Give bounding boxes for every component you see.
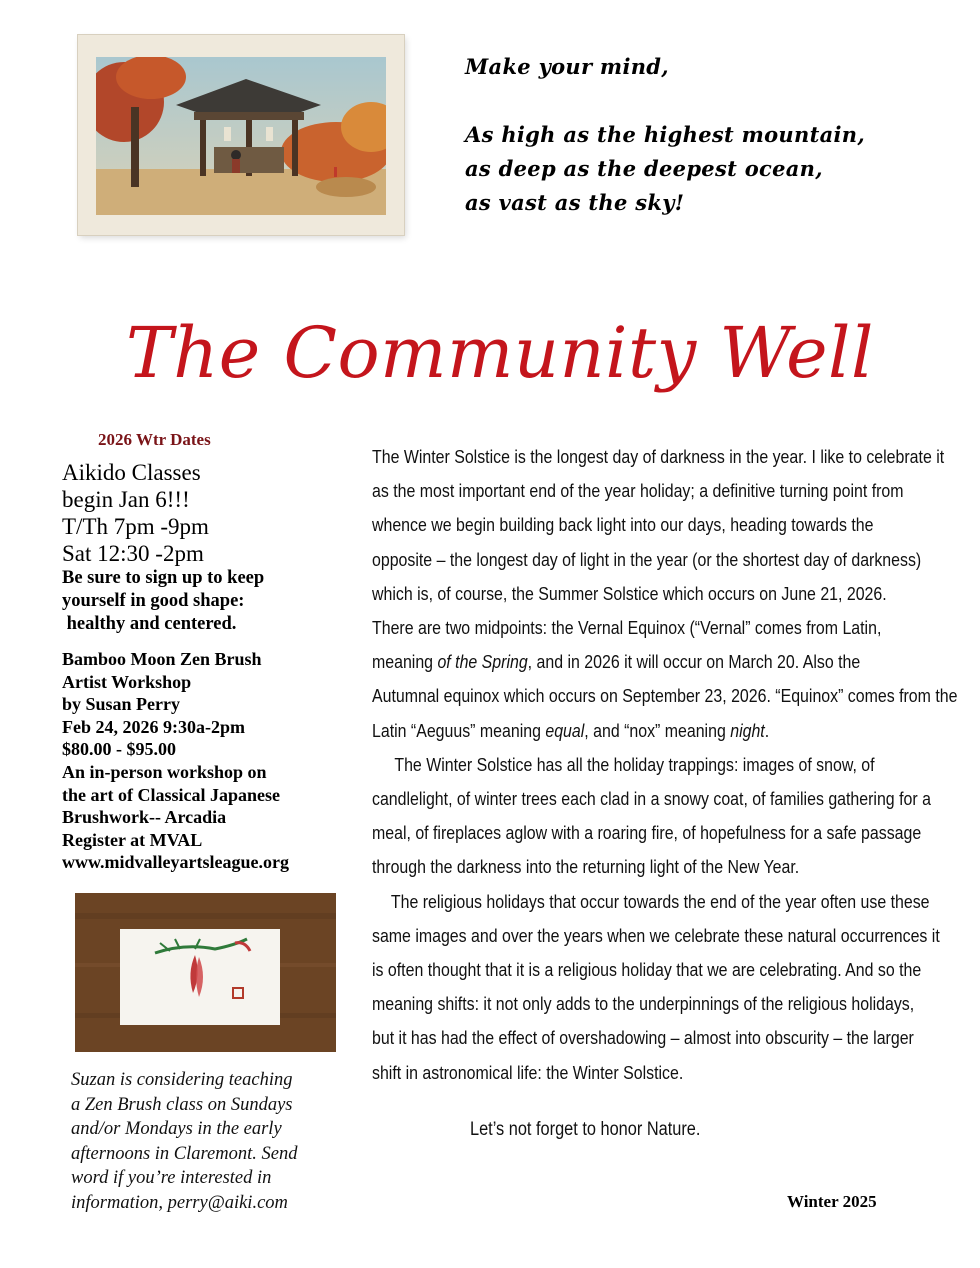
article-line: is often thought that it is a religious holiday that we are celebrating. And so the bbox=[372, 959, 922, 981]
masthead-title: The Community Well bbox=[126, 312, 874, 394]
issue-season: Winter 2025 bbox=[787, 1192, 877, 1211]
article-line bbox=[372, 714, 854, 748]
caption-line: and/or Mondays in the early bbox=[71, 1119, 282, 1139]
article-line: but it has had the effect of overshadowing – almost into obscurity – the larger bbox=[372, 1027, 914, 1049]
article-line: same images and over the years when we celebrate these natural occurrences it bbox=[372, 924, 940, 946]
article-line: There are two midpoints: the Vernal Equinox (“Vernal” comes from Latin, bbox=[372, 617, 882, 639]
text-run: . bbox=[764, 719, 770, 741]
article-line: meaning shifts: it not only adds to the underpinnings of the religious holidays, bbox=[372, 993, 915, 1015]
quote-line: Make your mind, bbox=[465, 54, 669, 79]
article-line: whence we begin building back light into our days, heading towards the bbox=[372, 514, 874, 536]
article-line: Autumnal equinox which occurs on September 23, 2026. “Equinox” comes from the bbox=[372, 685, 958, 707]
brush-card-photo-icon bbox=[75, 893, 336, 1052]
schedule-line: Sat 12:30 -2pm bbox=[62, 541, 204, 566]
article-line bbox=[372, 645, 861, 679]
note-line: Be sure to sign up to keep bbox=[62, 568, 265, 588]
temple-painting-icon bbox=[96, 57, 386, 215]
workshop-line: the art of Classical Japanese bbox=[62, 784, 280, 805]
dates-heading: 2026 Wtr Dates bbox=[98, 430, 211, 449]
caption-line: afternoons in Claremont. Send bbox=[71, 1143, 298, 1164]
workshop-info bbox=[62, 648, 362, 874]
schedule-line: Aikido Classes bbox=[62, 460, 201, 485]
schedule-line: begin Jan 6!!! bbox=[62, 487, 190, 512]
emphasis-run: of the Spring bbox=[437, 651, 528, 673]
workshop-line: $80.00 - $95.00 bbox=[62, 739, 176, 760]
article-line: which is, of course, the Summer Solstice which occurs on June 21, 2026. bbox=[372, 582, 887, 604]
article-line: The Winter Solstice has all the holiday trappings: images of snow, of bbox=[394, 753, 875, 775]
quote-line: as vast as the sky! bbox=[465, 190, 685, 215]
article-line: candlelight, of winter trees each clad in a snowy coat, of families gathering for a bbox=[372, 788, 931, 810]
quote-line: as deep as the deepest ocean, bbox=[465, 156, 823, 181]
article-line: through the darkness into the returning light of the New Year. bbox=[372, 856, 800, 878]
article-line: meal, of fireplaces aglow with a roaring fire, of hopefulness for a safe passage bbox=[372, 822, 922, 844]
workshop-website-link[interactable]: www.midvalleyartsleague.org bbox=[62, 852, 289, 873]
workshop-line: Register at MVAL bbox=[62, 829, 203, 850]
framed-painting bbox=[78, 35, 404, 235]
note-line: yourself in good shape: bbox=[62, 591, 245, 611]
class-note bbox=[62, 567, 362, 636]
article-line: shift in astronomical life: the Winter Solstice. bbox=[372, 1061, 684, 1083]
article-line: opposite – the longest day of light in the year (or the shortest day of darkness) bbox=[372, 548, 922, 570]
caption-line: information, perry@aiki.com bbox=[71, 1192, 288, 1213]
brush-card-photo bbox=[75, 893, 336, 1052]
workshop-line: Bamboo Moon Zen Brush bbox=[62, 649, 262, 669]
text-run: , and “nox” meaning bbox=[584, 719, 731, 741]
class-schedule bbox=[62, 459, 362, 567]
article-line: as the most important end of the year holiday; a definitive turning point from bbox=[372, 480, 904, 502]
text-run: Latin “Aeguus” meaning bbox=[372, 719, 546, 741]
closing-line: Let’s not forget to honor Nature. bbox=[470, 1119, 701, 1140]
workshop-line: Feb 24, 2026 9:30a-2pm bbox=[62, 716, 245, 737]
workshop-line: Brushwork-- Arcadia bbox=[62, 807, 227, 828]
zen-brush-caption bbox=[71, 1068, 361, 1215]
schedule-line: T/Th 7pm -9pm bbox=[62, 514, 209, 539]
workshop-line: Artist Workshop bbox=[62, 671, 192, 692]
article-line: The Winter Solstice is the longest day of darkness in the year. I like to celebrate it bbox=[372, 446, 945, 467]
quote-line: As high as the highest mountain, bbox=[465, 122, 865, 147]
caption-line: a Zen Brush class on Sundays bbox=[71, 1094, 293, 1115]
workshop-line: by Susan Perry bbox=[62, 694, 181, 715]
emphasis-run: night bbox=[730, 719, 765, 741]
note-line: healthy and centered. bbox=[62, 614, 237, 634]
solstice-article bbox=[372, 440, 958, 1090]
caption-line: word if you’re interested in bbox=[71, 1168, 272, 1188]
article-line: The religious holidays that occur towards the end of the year often use these bbox=[390, 890, 930, 912]
opening-quote bbox=[465, 50, 945, 220]
text-run: meaning bbox=[372, 651, 438, 673]
text-run: , and in 2026 it will occur on March 20. Also the bbox=[527, 651, 861, 673]
emphasis-run: equal bbox=[545, 719, 585, 741]
caption-line: Suzan is considering teaching bbox=[71, 1070, 293, 1090]
workshop-line: An in-person workshop on bbox=[62, 761, 267, 782]
